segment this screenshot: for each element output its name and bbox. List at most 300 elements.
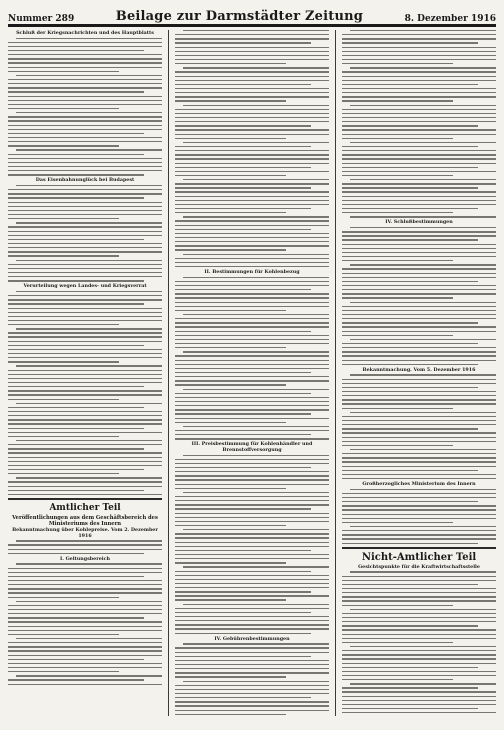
- text-line: [8, 655, 162, 656]
- text-line: [175, 587, 329, 588]
- text-line: [175, 384, 286, 385]
- text-line: [342, 387, 478, 388]
- text-line: [8, 312, 162, 313]
- text-line: [342, 80, 496, 81]
- column-2: [175, 30, 329, 716]
- text-line: [342, 588, 496, 589]
- text-line: [183, 604, 329, 605]
- text-line: [342, 273, 496, 274]
- text-line: [183, 681, 329, 682]
- text-line: [342, 212, 453, 213]
- text-line: [175, 471, 329, 472]
- text-line: [175, 633, 311, 634]
- text-line: [342, 441, 496, 442]
- text-line: [350, 67, 496, 68]
- text-line: [8, 264, 162, 265]
- text-line: [342, 204, 496, 205]
- text-line: [8, 444, 162, 445]
- text-line: [16, 403, 162, 404]
- text-line: [342, 453, 496, 454]
- text-line: [175, 92, 329, 93]
- text-line: [175, 154, 329, 155]
- text-line: [342, 134, 496, 135]
- text-line: [8, 663, 162, 664]
- text-line: [175, 612, 311, 613]
- text-line: [175, 262, 329, 263]
- text-line: [175, 80, 329, 81]
- text-line: [8, 609, 162, 610]
- text-line: [8, 91, 144, 92]
- text-line: [342, 138, 453, 139]
- text-line: [342, 187, 478, 188]
- text-line: [175, 620, 329, 621]
- text-block: [342, 489, 496, 544]
- text-line: [8, 457, 162, 458]
- text-line: [175, 397, 329, 398]
- columns: [8, 30, 496, 716]
- text-line: [342, 335, 453, 336]
- text-line: [342, 445, 453, 446]
- text-line: [175, 88, 329, 89]
- text-line: [175, 100, 286, 101]
- text-line: [342, 289, 496, 290]
- text-line: [175, 225, 329, 226]
- text-line: [342, 625, 478, 626]
- text-line: [8, 490, 144, 491]
- text-line: [8, 54, 162, 55]
- text-line: [8, 162, 162, 163]
- text-line: [183, 216, 329, 217]
- text-line: [342, 671, 496, 672]
- text-line: [342, 248, 496, 249]
- text-line: [175, 488, 286, 489]
- text-line: [175, 249, 286, 250]
- text-line: [342, 712, 496, 713]
- text-line: [175, 517, 329, 518]
- text-line: [183, 67, 329, 68]
- text-line: [8, 452, 162, 453]
- text-line: [175, 372, 311, 373]
- text-block: [8, 185, 162, 282]
- text-line: [16, 38, 162, 39]
- text-line: [16, 328, 162, 329]
- text-line: [175, 183, 329, 184]
- text-line: [175, 575, 329, 576]
- text-line: [342, 256, 496, 257]
- text-line: [8, 210, 162, 211]
- text-line: [342, 509, 496, 510]
- text-line: [342, 96, 496, 97]
- text-line: [8, 374, 162, 375]
- text-line: [8, 626, 162, 627]
- text-line: [175, 550, 311, 551]
- text-line: [342, 700, 496, 701]
- text-line: [175, 71, 329, 72]
- text-line: [8, 120, 162, 121]
- text-line: [175, 355, 329, 356]
- text-line: [342, 416, 496, 417]
- text-line: [175, 546, 329, 547]
- text-line: [350, 449, 496, 450]
- text-line: [342, 708, 478, 709]
- text-line: [342, 200, 496, 201]
- text-block: [342, 227, 496, 365]
- column-3: [342, 30, 496, 716]
- text-line: [8, 137, 162, 138]
- text-line: [8, 141, 162, 142]
- text-line: [175, 409, 329, 410]
- text-line: [342, 55, 496, 56]
- text-line: [342, 658, 496, 659]
- text-line: [8, 303, 144, 304]
- text-line: [175, 676, 286, 677]
- text-line: [8, 679, 144, 680]
- text-line: [342, 175, 453, 176]
- text-line: [342, 408, 453, 409]
- nicht-amtlicher-teil-title: Nicht-Amtlicher Teil: [361, 551, 477, 563]
- text-line: [8, 58, 162, 59]
- section-heading: Verurteilung wegen Landes- und Kriegsverrat: [23, 283, 147, 290]
- text-line: [175, 595, 329, 596]
- text-line: [175, 475, 329, 476]
- masthead-rule: [8, 26, 496, 27]
- text-line: [342, 642, 453, 643]
- text-line: [342, 183, 496, 184]
- text-line: [175, 146, 311, 147]
- text-line: [8, 170, 162, 171]
- text-line: [175, 554, 329, 555]
- text-line: [175, 208, 311, 209]
- text-line: [8, 465, 162, 466]
- text-line: [175, 245, 329, 246]
- text-line: [175, 616, 329, 617]
- text-line: [342, 478, 496, 479]
- text-line: [8, 320, 162, 321]
- text-line: [350, 264, 496, 265]
- text-line: [8, 272, 162, 273]
- text-line: [8, 553, 144, 554]
- section-heading: IV. Gebührenbestimmungen: [214, 635, 290, 642]
- text-line: [342, 281, 478, 282]
- text-line: [175, 134, 329, 135]
- text-line: [8, 486, 162, 487]
- text-line: [8, 399, 119, 400]
- text-line: [16, 222, 162, 223]
- text-line: [342, 650, 496, 651]
- text-line: [175, 51, 329, 52]
- amtlicher-teil-title: Amtlicher Teil: [49, 503, 121, 514]
- text-line: [342, 675, 496, 676]
- text-line: [175, 138, 286, 139]
- text-line: [342, 391, 496, 392]
- text-line: [175, 204, 329, 205]
- text-line: [175, 171, 329, 172]
- text-line: [342, 146, 478, 147]
- text-line: [342, 331, 496, 332]
- text-line: [175, 504, 329, 505]
- text-line: [342, 691, 496, 692]
- text-line: [342, 347, 496, 348]
- text-line: [8, 592, 162, 593]
- amtlicher-teil-subtitle: Veröffentlichungen aus dem Geschäftsbereich des Ministeriums des Innern: [12, 515, 158, 528]
- text-line: [342, 88, 496, 89]
- text-line: [8, 671, 119, 672]
- text-block: [8, 563, 162, 684]
- masthead: [8, 6, 496, 26]
- text-line: [8, 71, 119, 72]
- text-line: [8, 353, 162, 354]
- text-line: [175, 109, 329, 110]
- text-line: [8, 276, 162, 277]
- text-line: [342, 667, 478, 668]
- text-line: [175, 76, 329, 77]
- text-line: [175, 212, 286, 213]
- text-line: [8, 544, 162, 545]
- section-rule: [342, 547, 496, 549]
- section-heading: III. Preisbestimmung für Kohlenhändler und Brennstoffversorgung: [191, 441, 313, 453]
- text-line: [175, 237, 329, 238]
- text-line: [8, 469, 144, 470]
- text-line: [175, 652, 329, 653]
- text-line: [175, 306, 329, 307]
- text-line: [342, 231, 496, 232]
- text-line: [175, 150, 329, 151]
- text-line: [183, 492, 329, 493]
- section-heading: Bekanntmachung. Vom 5. Dezember 1916: [362, 366, 476, 373]
- text-line: [8, 299, 162, 300]
- text-line: [16, 601, 162, 602]
- text-line: [183, 254, 329, 255]
- text-line: [8, 576, 144, 577]
- text-line: [8, 295, 162, 296]
- text-line: [8, 332, 162, 333]
- text-line: [175, 158, 329, 159]
- text-line: [8, 370, 162, 371]
- text-line: [342, 63, 453, 64]
- text-line: [342, 634, 496, 635]
- text-line: [175, 310, 286, 311]
- text-line: [8, 79, 162, 80]
- text-block: [175, 277, 329, 440]
- text-line: [16, 563, 162, 564]
- signature-line: Großherzogliches Ministerium des Innern: [362, 481, 476, 488]
- text-line: [175, 513, 329, 514]
- text-line: [16, 477, 162, 478]
- text-line: [175, 647, 329, 648]
- text-line: [8, 166, 162, 167]
- text-line: [175, 463, 329, 464]
- text-line: [342, 351, 496, 352]
- text-line: [342, 530, 496, 531]
- text-line: [342, 654, 496, 655]
- text-line: [175, 196, 329, 197]
- text-line: [8, 197, 144, 198]
- text-line: [8, 481, 162, 482]
- text-line: [342, 38, 496, 39]
- text-line: [175, 125, 311, 126]
- text-line: [175, 422, 286, 423]
- section-heading: Das Eisenbahnunglück bei Budapest: [35, 177, 135, 184]
- text-line: [183, 529, 329, 530]
- text-line: [342, 379, 496, 380]
- text-block: [8, 291, 162, 495]
- text-line: [8, 247, 162, 248]
- text-line: [175, 542, 329, 543]
- text-line: [8, 316, 162, 317]
- text-line: [342, 59, 496, 60]
- text-line: [175, 200, 329, 201]
- text-line: [8, 621, 162, 622]
- text-line: [8, 345, 144, 346]
- text-line: [8, 104, 162, 105]
- text-line: [8, 174, 144, 175]
- text-line: [350, 105, 496, 106]
- text-line: [175, 537, 329, 538]
- text-line: [175, 508, 311, 509]
- text-line: [8, 235, 162, 236]
- text-line: [175, 241, 329, 242]
- text-line: [342, 522, 453, 523]
- text-line: [8, 684, 162, 685]
- text-line: [175, 591, 311, 592]
- text-line: [342, 268, 496, 269]
- text-line: [175, 318, 329, 319]
- text-line: [8, 255, 119, 256]
- text-line: [350, 412, 496, 413]
- text-line: [8, 494, 162, 495]
- text-line: [175, 496, 329, 497]
- text-block: [175, 643, 329, 716]
- text-line: [342, 466, 496, 467]
- text-line: [342, 277, 496, 278]
- text-line: [350, 227, 496, 228]
- text-line: [342, 514, 496, 515]
- text-line: [183, 30, 329, 31]
- text-line: [342, 543, 478, 544]
- text-block: [175, 455, 329, 634]
- text-line: [342, 383, 496, 384]
- text-line: [342, 663, 496, 664]
- text-line: [342, 457, 496, 458]
- text-line: [175, 479, 329, 480]
- text-line: [350, 609, 496, 610]
- text-line: [342, 584, 478, 585]
- text-line: [183, 314, 329, 315]
- text-line: [8, 568, 162, 569]
- text-line: [175, 293, 329, 294]
- text-line: [175, 113, 329, 114]
- text-line: [175, 376, 329, 377]
- section-heading: II. Bestimmungen für Kohlenbezug: [204, 269, 300, 276]
- text-line: [175, 467, 311, 468]
- text-line: [342, 235, 496, 236]
- text-line: [175, 34, 329, 35]
- text-block: [8, 38, 162, 176]
- text-line: [342, 493, 496, 494]
- text-line: [175, 322, 329, 323]
- text-line: [183, 142, 329, 143]
- text-line: [8, 386, 144, 387]
- text-line: [175, 418, 329, 419]
- text-block: [342, 30, 496, 218]
- text-line: [175, 430, 329, 431]
- text-line: [342, 100, 453, 101]
- text-line: [350, 374, 496, 375]
- text-line: [342, 596, 496, 597]
- text-line: [175, 220, 329, 221]
- text-line: [342, 474, 496, 475]
- text-line: [350, 646, 496, 647]
- text-line: [175, 583, 329, 584]
- text-line: [350, 683, 496, 684]
- text-line: [342, 360, 496, 361]
- text-line: [342, 600, 496, 601]
- text-line: [8, 239, 144, 240]
- text-line: [8, 46, 162, 47]
- text-line: [175, 628, 329, 629]
- text-line: [8, 158, 162, 159]
- text-line: [8, 588, 162, 589]
- text-line: [342, 613, 496, 614]
- text-line: [175, 656, 311, 657]
- text-line: [175, 693, 329, 694]
- text-line: [342, 150, 496, 151]
- text-line: [342, 171, 496, 172]
- text-line: [342, 617, 496, 618]
- text-line: [175, 84, 311, 85]
- text-line: [8, 584, 162, 585]
- text-line: [175, 163, 329, 164]
- text-line: [342, 704, 496, 705]
- text-line: [342, 191, 496, 192]
- text-line: [175, 660, 329, 661]
- text-line: [183, 389, 329, 390]
- text-line: [342, 470, 478, 471]
- text-line: [8, 390, 162, 391]
- text-line: [175, 525, 286, 526]
- section-rule: [8, 498, 162, 500]
- text-line: [342, 125, 478, 126]
- text-line: [175, 413, 311, 414]
- text-line: [175, 380, 329, 381]
- text-line: [175, 360, 329, 361]
- text-line: [350, 30, 496, 31]
- text-line: [342, 51, 496, 52]
- text-line: [342, 605, 453, 606]
- text-line: [183, 351, 329, 352]
- text-line: [342, 629, 496, 630]
- text-line: [342, 310, 496, 311]
- text-line: [8, 206, 162, 207]
- text-line: [8, 473, 119, 474]
- section-heading: Schluß der Kriegsnachrichten und des Hauptblatts: [16, 30, 154, 36]
- text-line: [175, 664, 329, 665]
- text-line: [8, 659, 144, 660]
- text-block: [342, 571, 496, 716]
- text-line: [175, 393, 311, 394]
- text-line: [342, 113, 496, 114]
- text-line: [8, 419, 162, 420]
- text-line: [175, 705, 329, 706]
- text-line: [350, 489, 496, 490]
- section-heading: IV. Schlußbestimmungen: [385, 219, 453, 226]
- text-line: [342, 696, 496, 697]
- text-line: [342, 208, 478, 209]
- text-line: [8, 100, 162, 101]
- text-line: [175, 233, 329, 234]
- text-line: [350, 302, 496, 303]
- text-line: [175, 335, 329, 336]
